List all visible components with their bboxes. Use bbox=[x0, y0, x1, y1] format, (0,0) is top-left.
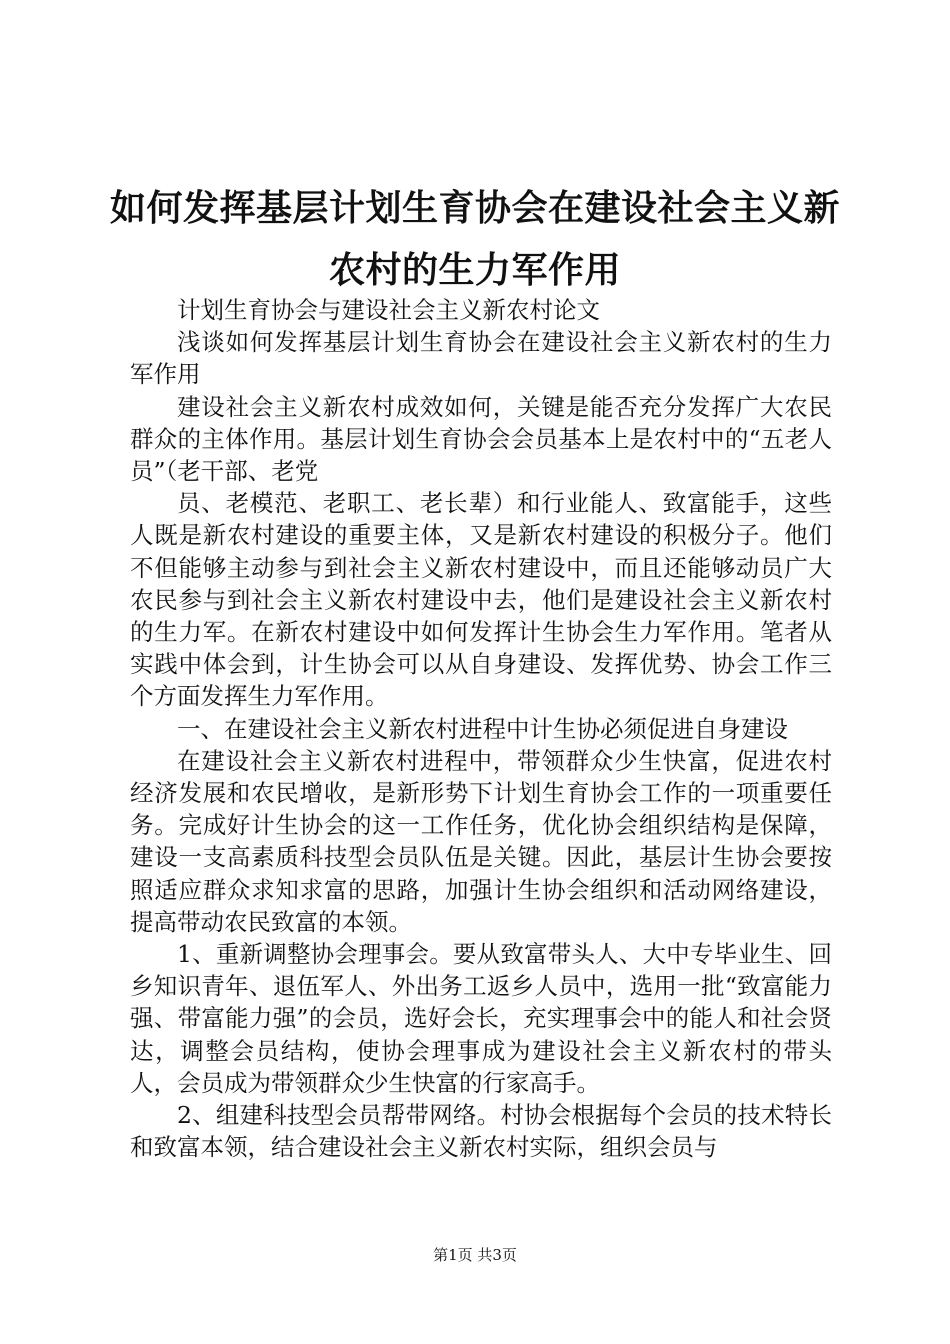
title-line-1: 如何发挥基层计划生育协会在建设社会主义新 bbox=[109, 188, 840, 229]
paragraph-subtitle: 计划生育协会与建设社会主义新农村论文 bbox=[177, 296, 600, 324]
page-footer: 第1页 共3页 bbox=[433, 1246, 517, 1264]
section-heading: 一、在建设社会主义新农村进程中计生协必须促进自身建设 bbox=[177, 714, 788, 743]
paragraph: 建设社会主义新农村成效如何，关键是能否充分发挥广大农民群众的主体作用。基层计划生育协会会员基本上是农村中的“五老人员”（老干部、老党 bbox=[130, 392, 832, 486]
list-item: 2、组建科技型会员帮带网络。村协会根据每个会员的技术特长和致富本领，结合建设社会主义新农村实际，组织会员与 bbox=[130, 1101, 832, 1162]
paragraph: 在建设社会主义新农村进程中，带领群众少生快富，促进农村经济发展和农民增收，是新形势下计划生育协会工作的一项重要任务。完成好计生协会的这一工作任务，优化协会组织结构是保障，建设一支高素质科技型会员队伍是关键。因此，基层计生协会要按照适应群众求知求富的思路，加强计生协会组织和活动网络建设，提高带动农民致富的本领。 bbox=[130, 746, 832, 936]
document-body bbox=[130, 294, 832, 1163]
paragraph: 浅谈如何发挥基层计划生育协会在建设社会主义新农村的生力军作用 bbox=[130, 328, 832, 389]
title-line-2: 农村的生力军作用 bbox=[328, 250, 621, 291]
list-item: 1、重新调整协会理事会。要从致富带头人、大中专毕业生、回乡知识青年、退伍军人、外出务工返乡人员中，选用一批“致富能力强、带富能力强”的会员，选好会长，充实理事会中的能人和社会贤达，调整会员结构，使协会理事成为建设社会主义新农村的带头人，会员成为带领群众少生快富的行家高手。 bbox=[130, 940, 832, 1097]
paragraph: 员、老模范、老职工、老长辈）和行业能人、致富能手，这些人既是新农村建设的重要主体，又是新农村建设的积极分子。他们不但能够主动参与到社会主义新农村建设中，而且还能够动员广大农民参与到社会主义新农村建设中去，他们是建设社会主义新农村的生力军。在新农村建设中如何发挥计生协会生力军作用。笔者从实践中体会到，计生协会可以从自身建设、发挥优势、协会工作三个方面发挥生力军作用。 bbox=[130, 489, 832, 711]
document-title bbox=[0, 178, 950, 302]
